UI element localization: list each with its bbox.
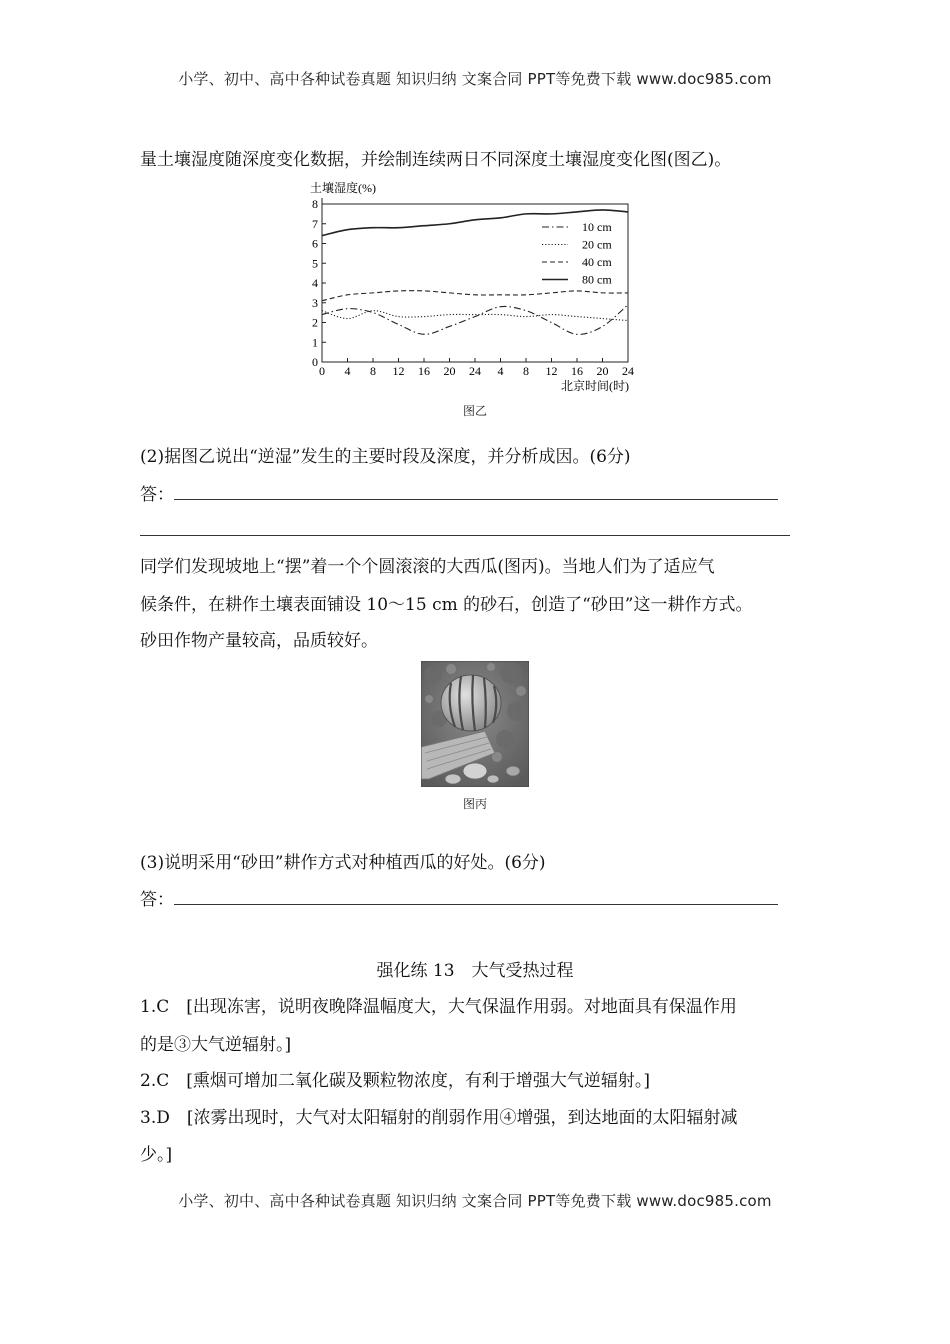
x-tick-label: 16 xyxy=(418,364,430,378)
x-tick-label: 16 xyxy=(571,364,583,378)
answer-item-1-line1: 1.C [出现冻害，说明夜晚降温幅度大，大气保温作用弱。对地面具有保温作用 xyxy=(140,997,737,1017)
x-tick-label: 0 xyxy=(319,364,325,378)
x-tick-label: 20 xyxy=(596,364,609,378)
legend-label: 20 cm xyxy=(582,237,612,252)
answer-2-blank-2[interactable] xyxy=(140,535,790,536)
y-tick-label: 5 xyxy=(312,256,318,271)
x-tick-label: 12 xyxy=(392,364,405,378)
question-3: (3)说明采用“砂田”耕作方式对种植西瓜的好处。(6分) xyxy=(140,853,546,873)
page-footer: 小学、初中、高中各种试卷真题 知识归纳 文案合同 PPT等免费下载 www.doc985.com xyxy=(178,1192,772,1210)
section-title: 强化练 13 大气受热过程 xyxy=(376,961,574,981)
legend-label: 80 cm xyxy=(582,272,612,287)
answer-2-line xyxy=(140,480,778,505)
soil-moisture-chart xyxy=(300,180,645,395)
x-tick-label: 8 xyxy=(370,364,376,378)
series-line-40cm xyxy=(322,291,628,301)
answer-3-blank[interactable] xyxy=(174,890,778,905)
answer-3-label: 答： xyxy=(140,890,174,910)
figure-yi-caption: 图乙 xyxy=(462,404,487,418)
answer-3-line xyxy=(140,885,778,910)
x-tick-label: 24 xyxy=(469,364,481,378)
para2-line2: 候条件，在耕作土壤表面铺设 10～15 cm 的砂石，创造了“砂田”这一耕作方式。 xyxy=(140,595,753,615)
y-tick-label: 3 xyxy=(312,295,318,310)
answer-item-3-line1: 3.D [浓雾出现时，大气对太阳辐射的削弱作用④增强，到达地面的太阳辐射减 xyxy=(140,1108,738,1128)
answer-item-3-line2: 少。] xyxy=(140,1145,173,1165)
x-tick-label: 8 xyxy=(523,364,529,378)
para2-line1: 同学们发现坡地上“摆”着一个个圆滚滚的大西瓜(图丙)。当地人们为了适应气 xyxy=(140,557,715,577)
x-tick-label: 12 xyxy=(545,364,558,378)
figure-bing-caption: 图丙 xyxy=(462,797,487,811)
legend-label: 40 cm xyxy=(582,255,612,269)
legend-label: 10 cm xyxy=(582,220,612,234)
answer-2-label: 答： xyxy=(140,485,174,505)
y-tick-label: 1 xyxy=(312,335,318,350)
x-tick-label: 4 xyxy=(497,364,504,378)
y-tick-label: 6 xyxy=(312,236,318,251)
chart-ylabel: 土壤湿度(%) xyxy=(310,181,376,195)
series-line-10cm xyxy=(322,305,628,335)
question-2: (2)据图乙说出“逆湿”发生的主要时段及深度，并分析成因。(6分) xyxy=(140,447,631,467)
figure-bing-photo xyxy=(421,661,529,787)
answer-2-blank[interactable] xyxy=(174,485,778,500)
para2-line3: 砂田作物产量较高，品质较好。 xyxy=(140,631,378,651)
y-tick-label: 8 xyxy=(312,197,318,211)
answer-item-1-line2: 的是③大气逆辐射。] xyxy=(140,1035,292,1055)
y-tick-label: 0 xyxy=(312,355,318,369)
x-tick-label: 24 xyxy=(622,364,634,378)
y-tick-label: 7 xyxy=(312,216,318,231)
y-tick-label: 4 xyxy=(312,276,318,290)
figure-yi-chart xyxy=(300,180,645,395)
answer-item-2: 2.C [熏烟可增加二氧化碳及颗粒物浓度，有利于增强大气逆辐射。] xyxy=(140,1071,650,1091)
chart-xlabel: 北京时间(时) xyxy=(561,379,629,393)
x-tick-label: 20 xyxy=(443,364,456,378)
watermelon-image xyxy=(421,661,529,787)
intro-line: 量土壤湿度随深度变化数据，并绘制连续两日不同深度土壤湿度变化图(图乙)。 xyxy=(140,150,732,170)
y-tick-label: 2 xyxy=(312,315,318,330)
series-line-20cm xyxy=(322,311,628,321)
x-tick-label: 4 xyxy=(344,364,351,378)
page-header: 小学、初中、高中各种试卷真题 知识归纳 文案合同 PPT等免费下载 www.doc985.com xyxy=(178,70,772,88)
